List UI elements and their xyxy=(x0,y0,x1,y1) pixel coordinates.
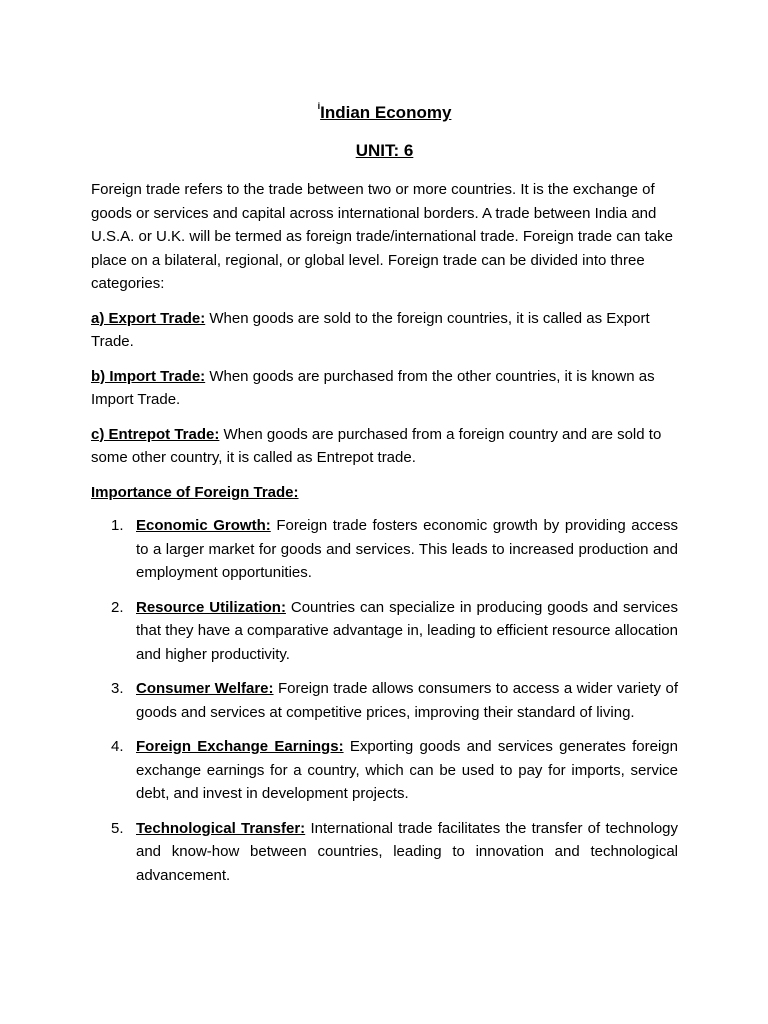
document-title-text: Indian Economy xyxy=(320,103,452,122)
title-footnote-marker: i xyxy=(317,101,321,111)
list-item-term: Resource Utilization: xyxy=(136,598,286,616)
entrepot-trade-term: c) Entrepot Trade: xyxy=(91,425,220,443)
import-trade-term: b) Import Trade: xyxy=(91,367,206,385)
export-trade-term: a) Export Trade: xyxy=(91,309,206,327)
import-trade-definition xyxy=(91,365,678,412)
entrepot-trade-text: When goods are purchased from a foreign country and are sold to some other country, it is called as Entrepot trade. xyxy=(91,425,662,466)
list-item-term: Consumer Welfare: xyxy=(136,680,274,697)
list-item-text: International trade facilitates the transfer of technology and know-how between countries, leading to innovation and technological advancement. xyxy=(136,819,679,884)
list-item-number: 4. xyxy=(111,738,124,755)
export-trade-text: When goods are sold to the foreign countries, it is called as Export Trade. xyxy=(91,309,650,350)
list-item xyxy=(91,817,678,888)
import-trade-text: When goods are purchased from the other countries, it is known as Import Trade. xyxy=(91,367,655,408)
list-item xyxy=(91,514,678,585)
intro-paragraph: Foreign trade refers to the trade between two or more countries. It is the exchange of goods or services and capital across international borders. A trade between India and U.S.A. or U.K. will be termed as foreign trade/international trade. Foreign trade can take place on a bilateral, regional, or global level. Foreign trade can be divided into three categories: xyxy=(91,181,673,292)
export-trade-definition xyxy=(91,307,678,354)
list-item-number: 2. xyxy=(111,598,124,616)
importance-heading: Importance of Foreign Trade: xyxy=(91,483,299,501)
list-item xyxy=(91,596,678,667)
list-item xyxy=(91,735,678,806)
document-page xyxy=(91,94,678,898)
list-item-text: Foreign trade allows consumers to access a wider variety of goods and services at competitive prices, improving their standard of living. xyxy=(136,680,678,721)
list-item-term: Technological Transfer: xyxy=(136,819,306,837)
list-item-term: Economic Growth: xyxy=(136,517,271,534)
list-item-text: Foreign trade fosters economic growth by providing access to a larger market for goods and services. This leads to increased production and employment opportunities. xyxy=(136,517,678,581)
unit-title: UNIT: 6 xyxy=(355,141,414,160)
list-item-number: 1. xyxy=(111,517,124,534)
importance-list xyxy=(91,514,678,887)
document-title xyxy=(91,94,678,125)
list-item-term: Foreign Exchange Earnings: xyxy=(136,738,344,755)
list-item-number: 5. xyxy=(111,819,124,837)
entrepot-trade-definition xyxy=(91,423,678,470)
list-item-number: 3. xyxy=(111,680,124,697)
list-item-text: Exporting goods and services generates foreign exchange earnings for a country, which can be used to pay for imports, service debt, and invest in development projects. xyxy=(136,738,678,802)
list-item xyxy=(91,677,678,724)
list-item-text: Countries can specialize in producing goods and services that they have a comparative advantage in, leading to efficient resource allocation and higher productivity. xyxy=(136,598,678,663)
